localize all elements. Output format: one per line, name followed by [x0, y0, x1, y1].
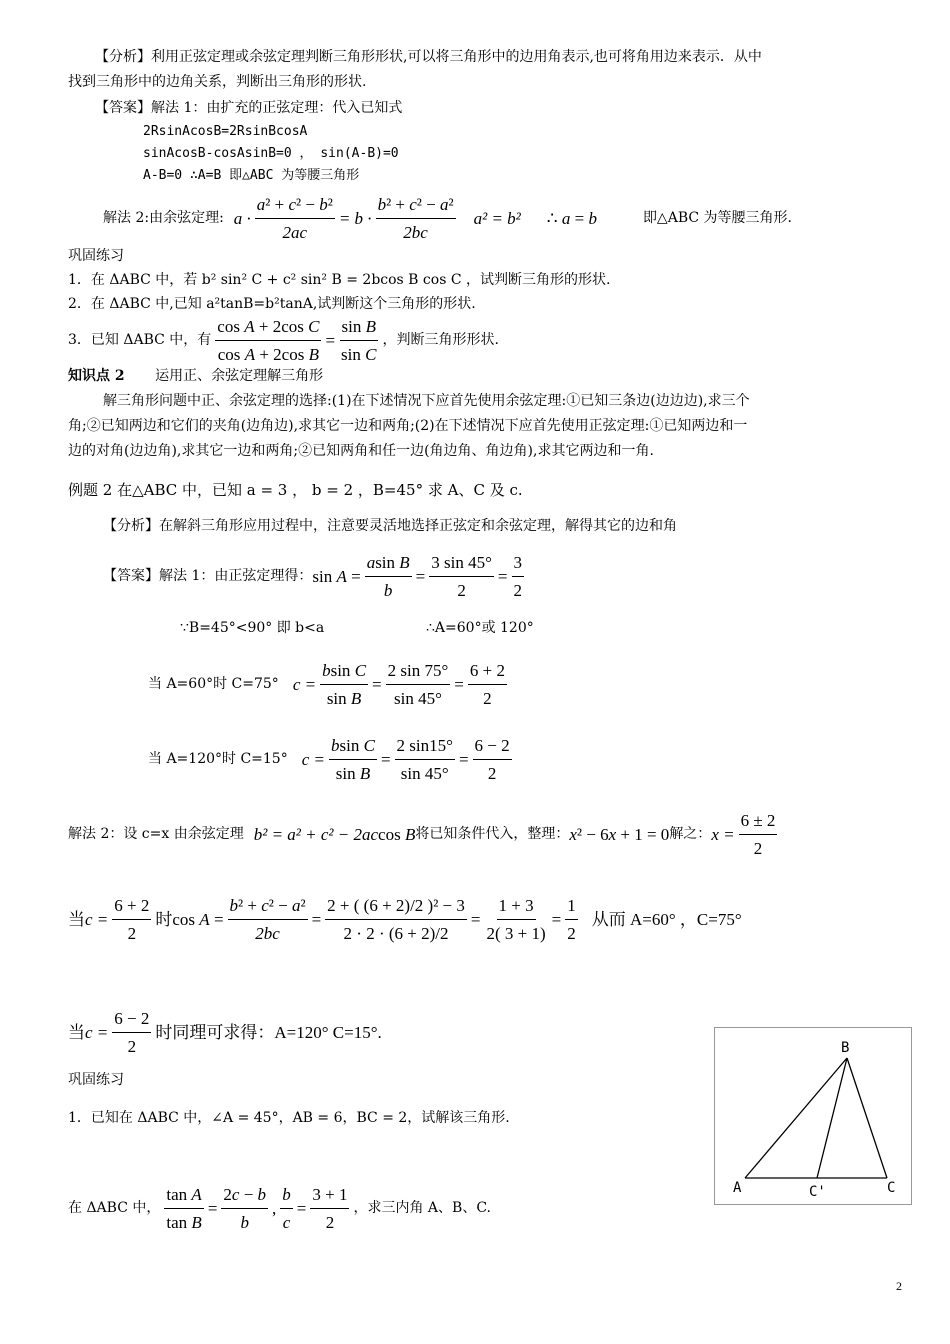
example-2: 例题 2 在△ABC 中，已知 a = 3 ， b = 2 ，B=45° 求 A、C 及 c.	[68, 481, 523, 499]
equation-line-2: sinAcosB-cosAsinB=0 ， sin(A-B)=0	[143, 146, 399, 161]
kp2-body-c: 边的对角(边边角),求其它一边和两角;②已知两角和任一边(角边角、角边角),求其它两边和一角.	[68, 443, 654, 459]
triangle-figure	[714, 1027, 912, 1205]
method-2-cosine-row: 解法 2：设 c=x 由余弦定理 b² = a² + c² − 2ac cos B 将已知条件代入，整理： x² − 6x + 1 = 0 解之： x = $\frac{6 \pm 2}{2}$	[68, 811, 776, 859]
when-c-pre: 当	[68, 910, 85, 930]
cos-fraction-1: $\frac{\text{a² + c² − b²}}{2ac}$	[256, 195, 333, 243]
when-c2-post: 时同理可求得：A=120° C=15°.	[155, 1023, 382, 1043]
case-120-label: 当 A=120°时 C=15°	[148, 751, 288, 767]
thus-result: 从而 A=60° ，C=75°	[591, 910, 742, 930]
vertex-label-A: A	[733, 1180, 742, 1196]
case-120-row: 当 A=120°时 C=15° c = $\frac{\text{bsin C}}{\text{sin B}}$ = $\frac{2 \sin 15^\circ}{\sin 45^\circ}$ = $\frac{6 - 2}{2}$	[148, 736, 510, 784]
practice-2-item-2: 在 ΔABC 中， $\frac{\text{tan A}}{\text{tan B}}$ = $\frac{2c - b}{b}$ , $\frac{b}{c}$ = $\frac{3 + 1}{2}$ ，求三内角 A、B、C.	[68, 1185, 491, 1233]
practice-2-title: 巩固练习	[68, 1072, 124, 1088]
method-2-pre: 解法 2：设 c=x 由余弦定理	[68, 826, 244, 842]
case-60-label: 当 A=60°时 C=75°	[148, 676, 279, 692]
knowledge-point-2	[68, 368, 323, 386]
practice-1-item-1: 1．在 ΔABC 中，若 b² sin² C + c² sin² B = 2bcos B cos C ，试判断三角形的形状.	[68, 272, 611, 288]
kp2-body-a: 解三角形问题中正、余弦定理的选择:(1)在下述情况下应首先使用余弦定理:①已知三条边(边边边),求三个	[103, 393, 750, 409]
answer-2-pre: 【答案】解法 1：由正弦定理得：	[103, 568, 313, 584]
therefore-line: ∴A=60°或 120°	[426, 620, 534, 636]
practice-2-item-2-pre: 在 ΔABC 中，	[68, 1200, 161, 1216]
practice-1-item-3-pre: 3．已知 ΔABC 中，有	[68, 332, 212, 348]
knowledge-point-2-label: 知识点 2	[68, 368, 125, 384]
case-60-row: 当 A=60°时 C=75° c = $\frac{\text{bsin C}}{\text{sin B}}$ = $\frac{2 \sin 75^\circ}{\sin 45^\circ}$ = $\frac{6 + 2}{2}$	[148, 661, 505, 709]
method-2-row: 解法 2:由余弦定理: a · $\frac{\text{a² + c² − b²}}{2ac}$ = b · $\frac{\text{b² + c² − a²}}{2bc}$ a² = b² ∴ a = b 即△ABC 为等腰三角形.	[103, 195, 792, 243]
answer-2-row: 【答案】解法 1：由正弦定理得： sin A = $\frac{\text{asin B}}{b}$ = $\frac{3 \sin 45^\circ}{2}$ = $\frac{3}{2}$	[103, 553, 522, 601]
kp2-body-b: 角;②已知两边和它们的夹角(边角边),求其它一边和两角;(2)在下述情况下应首先使用正弦定理:①已知两边和一	[68, 418, 748, 434]
since-line: ∵B=45°<90° 即 b<a	[180, 620, 325, 636]
page-number: 2	[896, 1279, 902, 1293]
practice-1-item-3: 3．已知 ΔABC 中，有 $\frac{\text{cos A + 2cos C}}{\text{cos A + 2cos B}}$ = $\frac{\text{sin B}}{\text{sin C}}$ ，判断三角形形状.	[68, 317, 499, 365]
equation-line-3: A-B=0 ∴A=B 即△ABC 为等腰三角形	[143, 168, 360, 183]
practice-2-item-1: 1．已知在 ΔABC 中，∠A = 45°，AB = 6，BC = 2，试解该三角形.	[68, 1110, 510, 1126]
practice-1-title: 巩固练习	[68, 248, 124, 264]
vertex-label-C: C	[887, 1180, 896, 1196]
method-2-mid: 将已知条件代入，整理：	[415, 826, 570, 842]
method-2-label: 解法 2:由余弦定理:	[103, 210, 224, 226]
practice-2-item-2-post: ，求三内角 A、B、C.	[353, 1200, 491, 1216]
method-2-tail: 即△ABC 为等腰三角形.	[642, 210, 792, 226]
when-c2-row: 当 c = $\frac{6 - 2}{2}$ 时同理可求得：A=120° C=15°.	[68, 1009, 382, 1057]
practice-1-item-3-post: ，判断三角形形状.	[382, 332, 499, 348]
method-2-solve: 解之：	[669, 826, 712, 842]
equation-line-1: 2RsinAcosB=2RsinBcosA	[143, 124, 308, 139]
triangle-svg	[715, 1028, 911, 1204]
ratio-fraction-right: $\frac{\text{sin B}}{\text{sin C}}$	[341, 317, 377, 365]
vertex-label-Cprime: C'	[809, 1184, 826, 1200]
cos-fraction-2: $\frac{\text{b² + c² − a²}}{2bc}$	[377, 195, 454, 243]
when-c-time: 时	[155, 910, 173, 930]
knowledge-point-2-title: 运用正、余弦定理解三角形	[155, 368, 324, 384]
vertex-label-B: B	[841, 1040, 850, 1056]
answer-1-intro: 【答案】解法 1：由扩充的正弦定理：代入已知式	[95, 100, 403, 116]
triangle-side-BC	[847, 1058, 887, 1178]
analysis-1-line-b: 找到三角形中的边角关系，判断出三角形的形状.	[68, 74, 367, 90]
analysis-2: 【分析】在解斜三角形应用过程中，注意要灵活地选择正弦定和余弦定理，解得其它的边和角	[103, 518, 677, 534]
ratio-fraction-left: $\frac{\text{cos A + 2cos C}}{\text{cos A + 2cos B}}$	[217, 317, 320, 365]
practice-1-item-2: 2．在 ΔABC 中,已知 a²tanB=b²tanA,试判断这个三角形的形状.	[68, 296, 476, 312]
analysis-1-line-a: 【分析】利用正弦定理或余弦定理判断三角形形状,可以将三角形中的边用角表示,也可将角用边来表示．从中	[95, 49, 762, 65]
when-c-row: 当 c = $\frac{6 + 2}{2}$ 时 cos A = $\frac{\text{b² + c² − a²}}{2bc}$ = $\frac{\text{2 + ( (6 + 2)/2 )² − 3}}{2 \cdot 2 \cdot (6 + 2)/2}$ = $\frac{1 + 3}{2( 3 + 1)}$ = $\frac{1}{2}$ 从而 A=60° ，C=75°	[68, 896, 742, 944]
